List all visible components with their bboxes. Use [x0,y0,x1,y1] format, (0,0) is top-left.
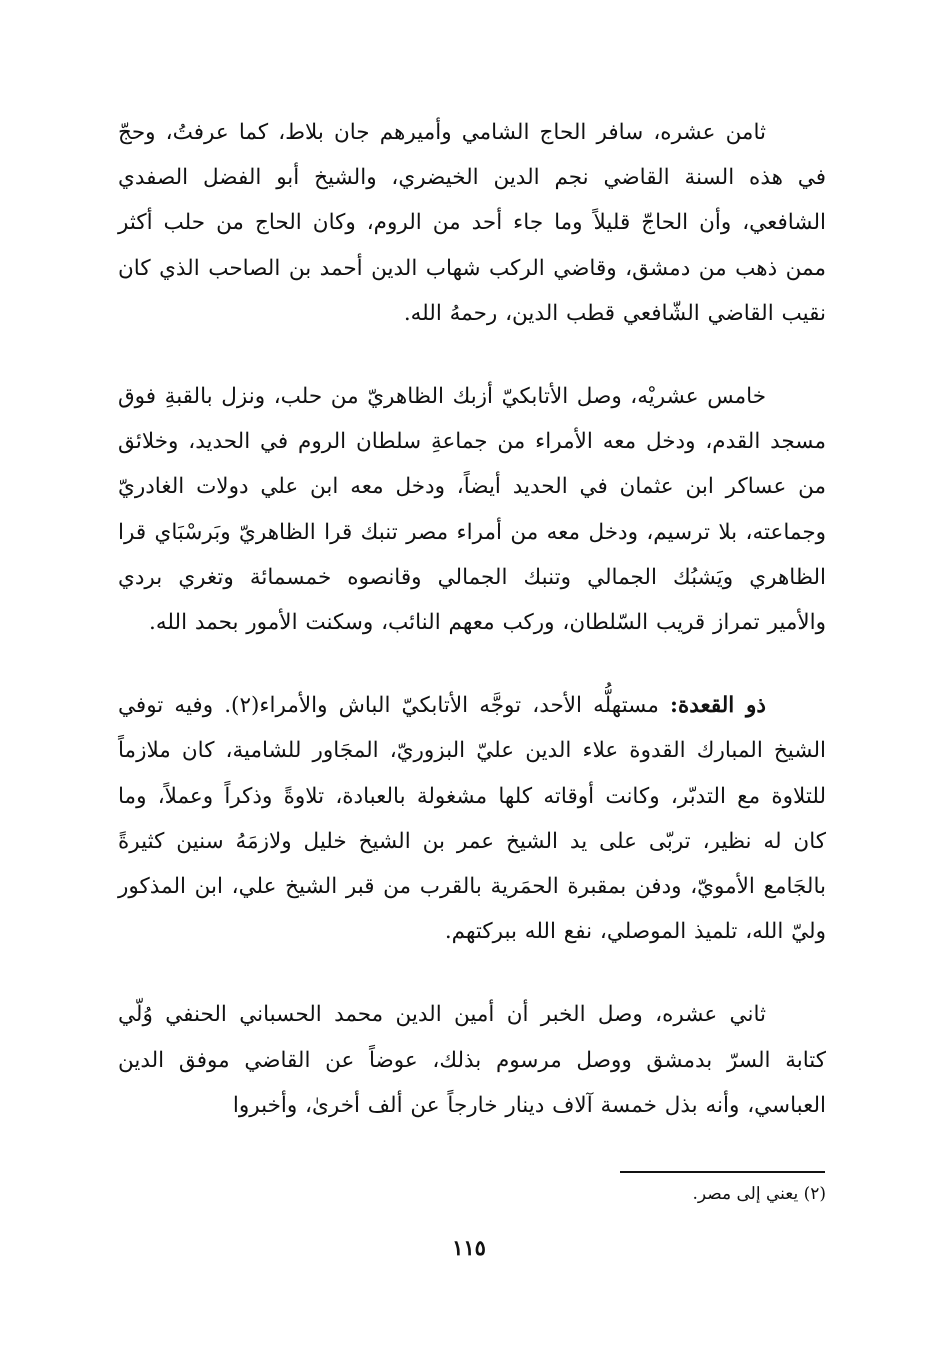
paragraph-text: ثامن عشره، سافر الحاج الشامي وأميرهم جان بلاط، كما عرفتُ، وحجّ في هذه السنة القاضي نجم الدين الخيضري، والشيخ أبو الفضل الصفدي الشافعي، وأن الحاجّ قليلاً وما جاء أحد من الروم، وكان الحاج من حلب أكثر ممن ذهب من دمشق، وقاضي الركب شهاب الدين أحمد بن الصاحب الذي كان نقيب القاضي الشّافعي قطب الدين، رحمهُ الله. [118,120,826,326]
paragraph-lead: ذو القعدة: [670,693,767,719]
paragraph-text: خامس عشريْه، وصل الأتابكيّ أزبك الظاهريّ من حلب، ونزل بالقبةِ فوق مسجد القدم، ودخل معه الأمراء من جماعةِ سلطان الروم في الحديد، وخلائق من عساكر ابن عثمان في الحديد أيضاً، ودخل معه ابن علي دولات الغادريّ وجماعته، بلا ترسيم، ودخل معه من أمراء مصر تنبك قرا الظاهريّ وبَرسْبَاي قرا الظاهري ويَشبُك الجمالي وتنبك الجمالي وقانصوه خمسمائة وتغري بردي والأمير تمراز قريب السّلطان، وركب معهم النائب، وسكنت الأمور بحمد الله. [118,384,826,636]
page-number: ١١٥ [452,1235,486,1260]
paragraph-text: مستهلُّه الأحد، توجَّه الأتابكيّ الباش والأمراء(٢). وفيه توفي الشيخ المبارك القدوة علاء الدين عليّ البزوريّ، المجَاور للشامية، كان ملازماً للتلاوة مع التدبّر، وكانت أوقاته كلها مشغولة بالعبادة، تلاوةً وذكراً وعملاً، وما كان له نظير، تربّى على يد الشيخ عمر بن الشيخ خليل ولازمَهُ سنين كثيرةً بالجَامع الأمويّ، ودفن بمقبرة الحمَرية بالقرب من قبر الشيخ علي، ابن المذكور وليّ الله، تلميذ الموصلي، نفع الله ببركتهم. [118,693,826,945]
paragraph-4 [118,992,826,1128]
paragraph-2 [118,374,826,645]
paragraph-1 [118,110,826,336]
footnote: (٢) يعني إلى مصر. [692,1184,826,1204]
footnote-divider [620,1171,825,1173]
main-text [118,110,826,1166]
paragraph-text: ثاني عشره، وصل الخبر أن أمين الدين محمد الحسباني الحنفي وُلّي كتابة السرّ بدمشق ووصل مرسوم بذلك، عوضاً عن القاضي موفق الدين العباسي، وأنه بذل خمسة آلاف دينار خارجاً عن ألف أخرىٰ، وأخبروا [118,1002,826,1118]
paragraph-3 [118,683,826,954]
